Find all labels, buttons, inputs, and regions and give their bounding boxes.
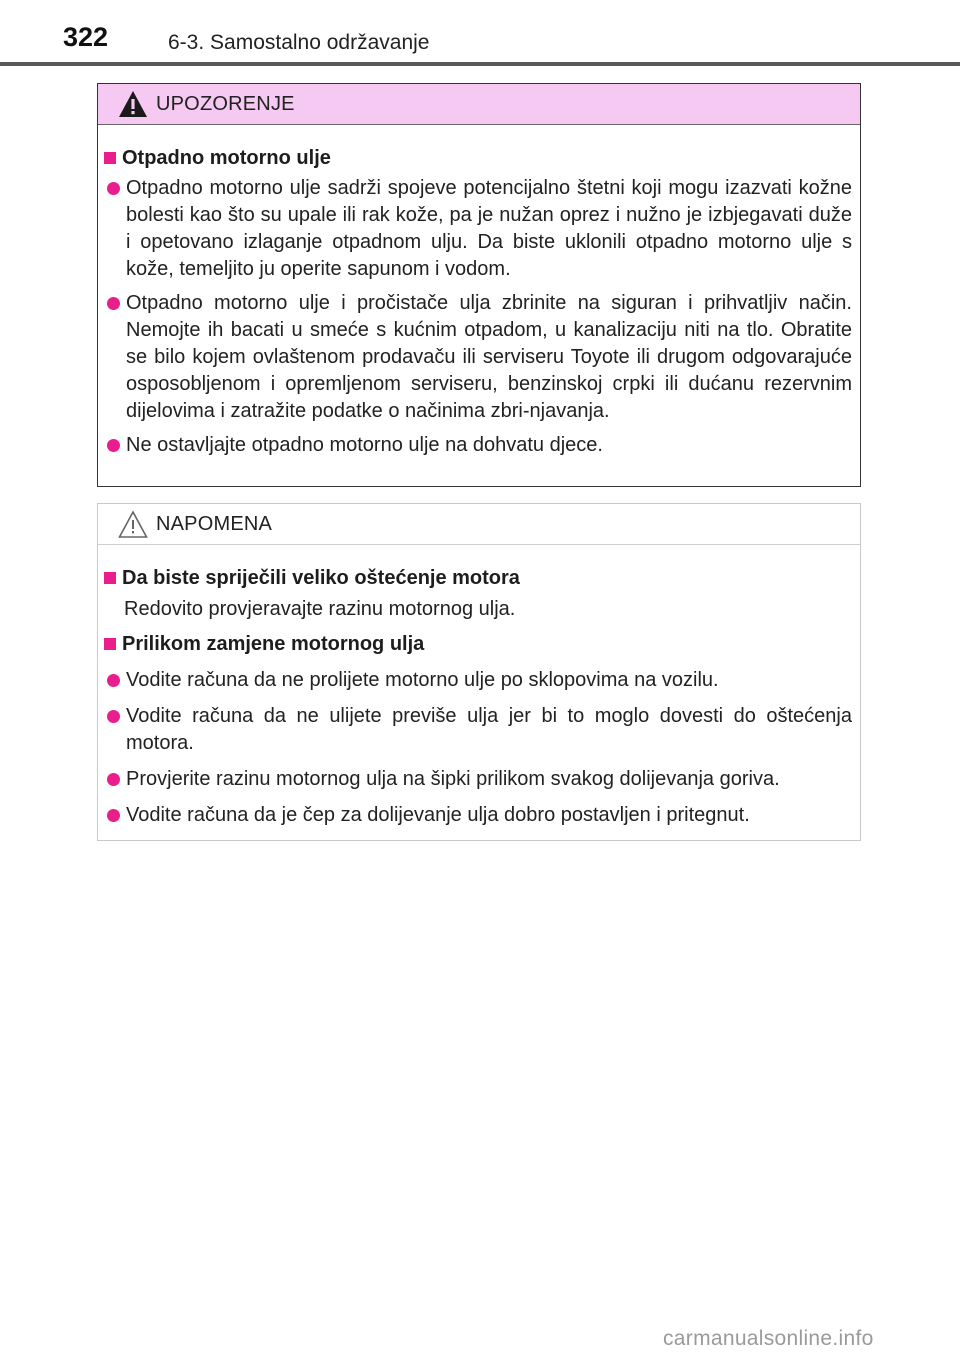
notice-section-heading <box>104 565 852 592</box>
notice-box-body <box>98 545 860 829</box>
list-item <box>104 432 852 459</box>
list-item-text: Otpadno motorno ulje sadrži spojeve potencijalno štetni koji mogu izazvati kožne bolesti kao što su upale ili rak kože, pa je nužan oprez i nužno je izbjegavati duže i opetovano izlaganje otpadnom ulju. Da biste uklonili otpadno motorno ulje s kože, temeljito ju operite sapunom i vodom. <box>126 177 852 280</box>
header-divider <box>0 62 960 66</box>
list-item <box>104 667 852 694</box>
list-item <box>104 802 852 829</box>
square-bullet-icon <box>104 152 116 164</box>
notice-label: NAPOMENA <box>156 513 273 535</box>
circle-bullet-icon <box>107 674 120 687</box>
notice-section-title: Da biste spriječili veliko oštećenje motora <box>122 567 520 589</box>
page-header <box>0 0 960 64</box>
warning-box-body <box>98 125 860 459</box>
warning-section-heading <box>104 145 852 172</box>
notice-section-text: Redovito provjeravajte razinu motornog ulja. <box>124 598 516 620</box>
warning-section-title: Otpadno motorno ulje <box>122 147 331 169</box>
notice-section-title: Prilikom zamjene motornog ulja <box>122 633 425 655</box>
circle-bullet-icon <box>107 773 120 786</box>
list-item <box>104 766 852 793</box>
caution-triangle-icon <box>118 510 148 538</box>
warning-box <box>97 83 861 487</box>
list-item <box>104 703 852 757</box>
warning-label: UPOZORENJE <box>156 93 295 115</box>
list-item-text: Vodite računa da je čep za dolijevanje ulja dobro postavljen i pritegnut. <box>126 804 750 826</box>
page-number: 322 <box>63 22 109 52</box>
square-bullet-icon <box>104 572 116 584</box>
section-title: 6-3. Samostalno održavanje <box>168 31 430 54</box>
circle-bullet-icon <box>107 297 120 310</box>
square-bullet-icon <box>104 638 116 650</box>
list-item-text: Provjerite razinu motornog ulja na šipki prilikom svakog dolijevanja goriva. <box>126 768 780 790</box>
list-item <box>104 290 852 425</box>
list-item-text: Vodite računa da ne ulijete previše ulja jer bi to moglo dovesti do oštećenja motora. <box>126 705 852 754</box>
notice-box-header <box>98 504 860 545</box>
circle-bullet-icon <box>107 182 120 195</box>
notice-box <box>97 503 861 841</box>
watermark: carmanualsonline.info <box>663 1327 874 1350</box>
list-item-text: Vodite računa da ne prolijete motorno ulje po sklopovima na vozilu. <box>126 669 719 691</box>
list-item-text: Otpadno motorno ulje i pročistače ulja zbrinite na siguran i prihvatljiv način. Nemojte ih bacati u smeće s kućnim otpadom, u kanalizaciju niti na tlo. Obratite se bilo kojem ovlaštenom prodavaču ili serviseru Toyote ili drugom odgovarajuće osposobljenom i opremljenom serviseru, benzinskoj crpki ili dućanu rezervnim dijelovima i zatražite podatke o načinima zbri-njavanja. <box>126 292 852 422</box>
warning-triangle-icon <box>118 90 148 118</box>
list-item-text: Ne ostavljajte otpadno motorno ulje na dohvatu djece. <box>126 434 603 456</box>
circle-bullet-icon <box>107 710 120 723</box>
circle-bullet-icon <box>107 439 120 452</box>
circle-bullet-icon <box>107 809 120 822</box>
list-item <box>104 175 852 283</box>
notice-section-heading <box>104 631 852 658</box>
warning-box-header <box>98 84 860 125</box>
